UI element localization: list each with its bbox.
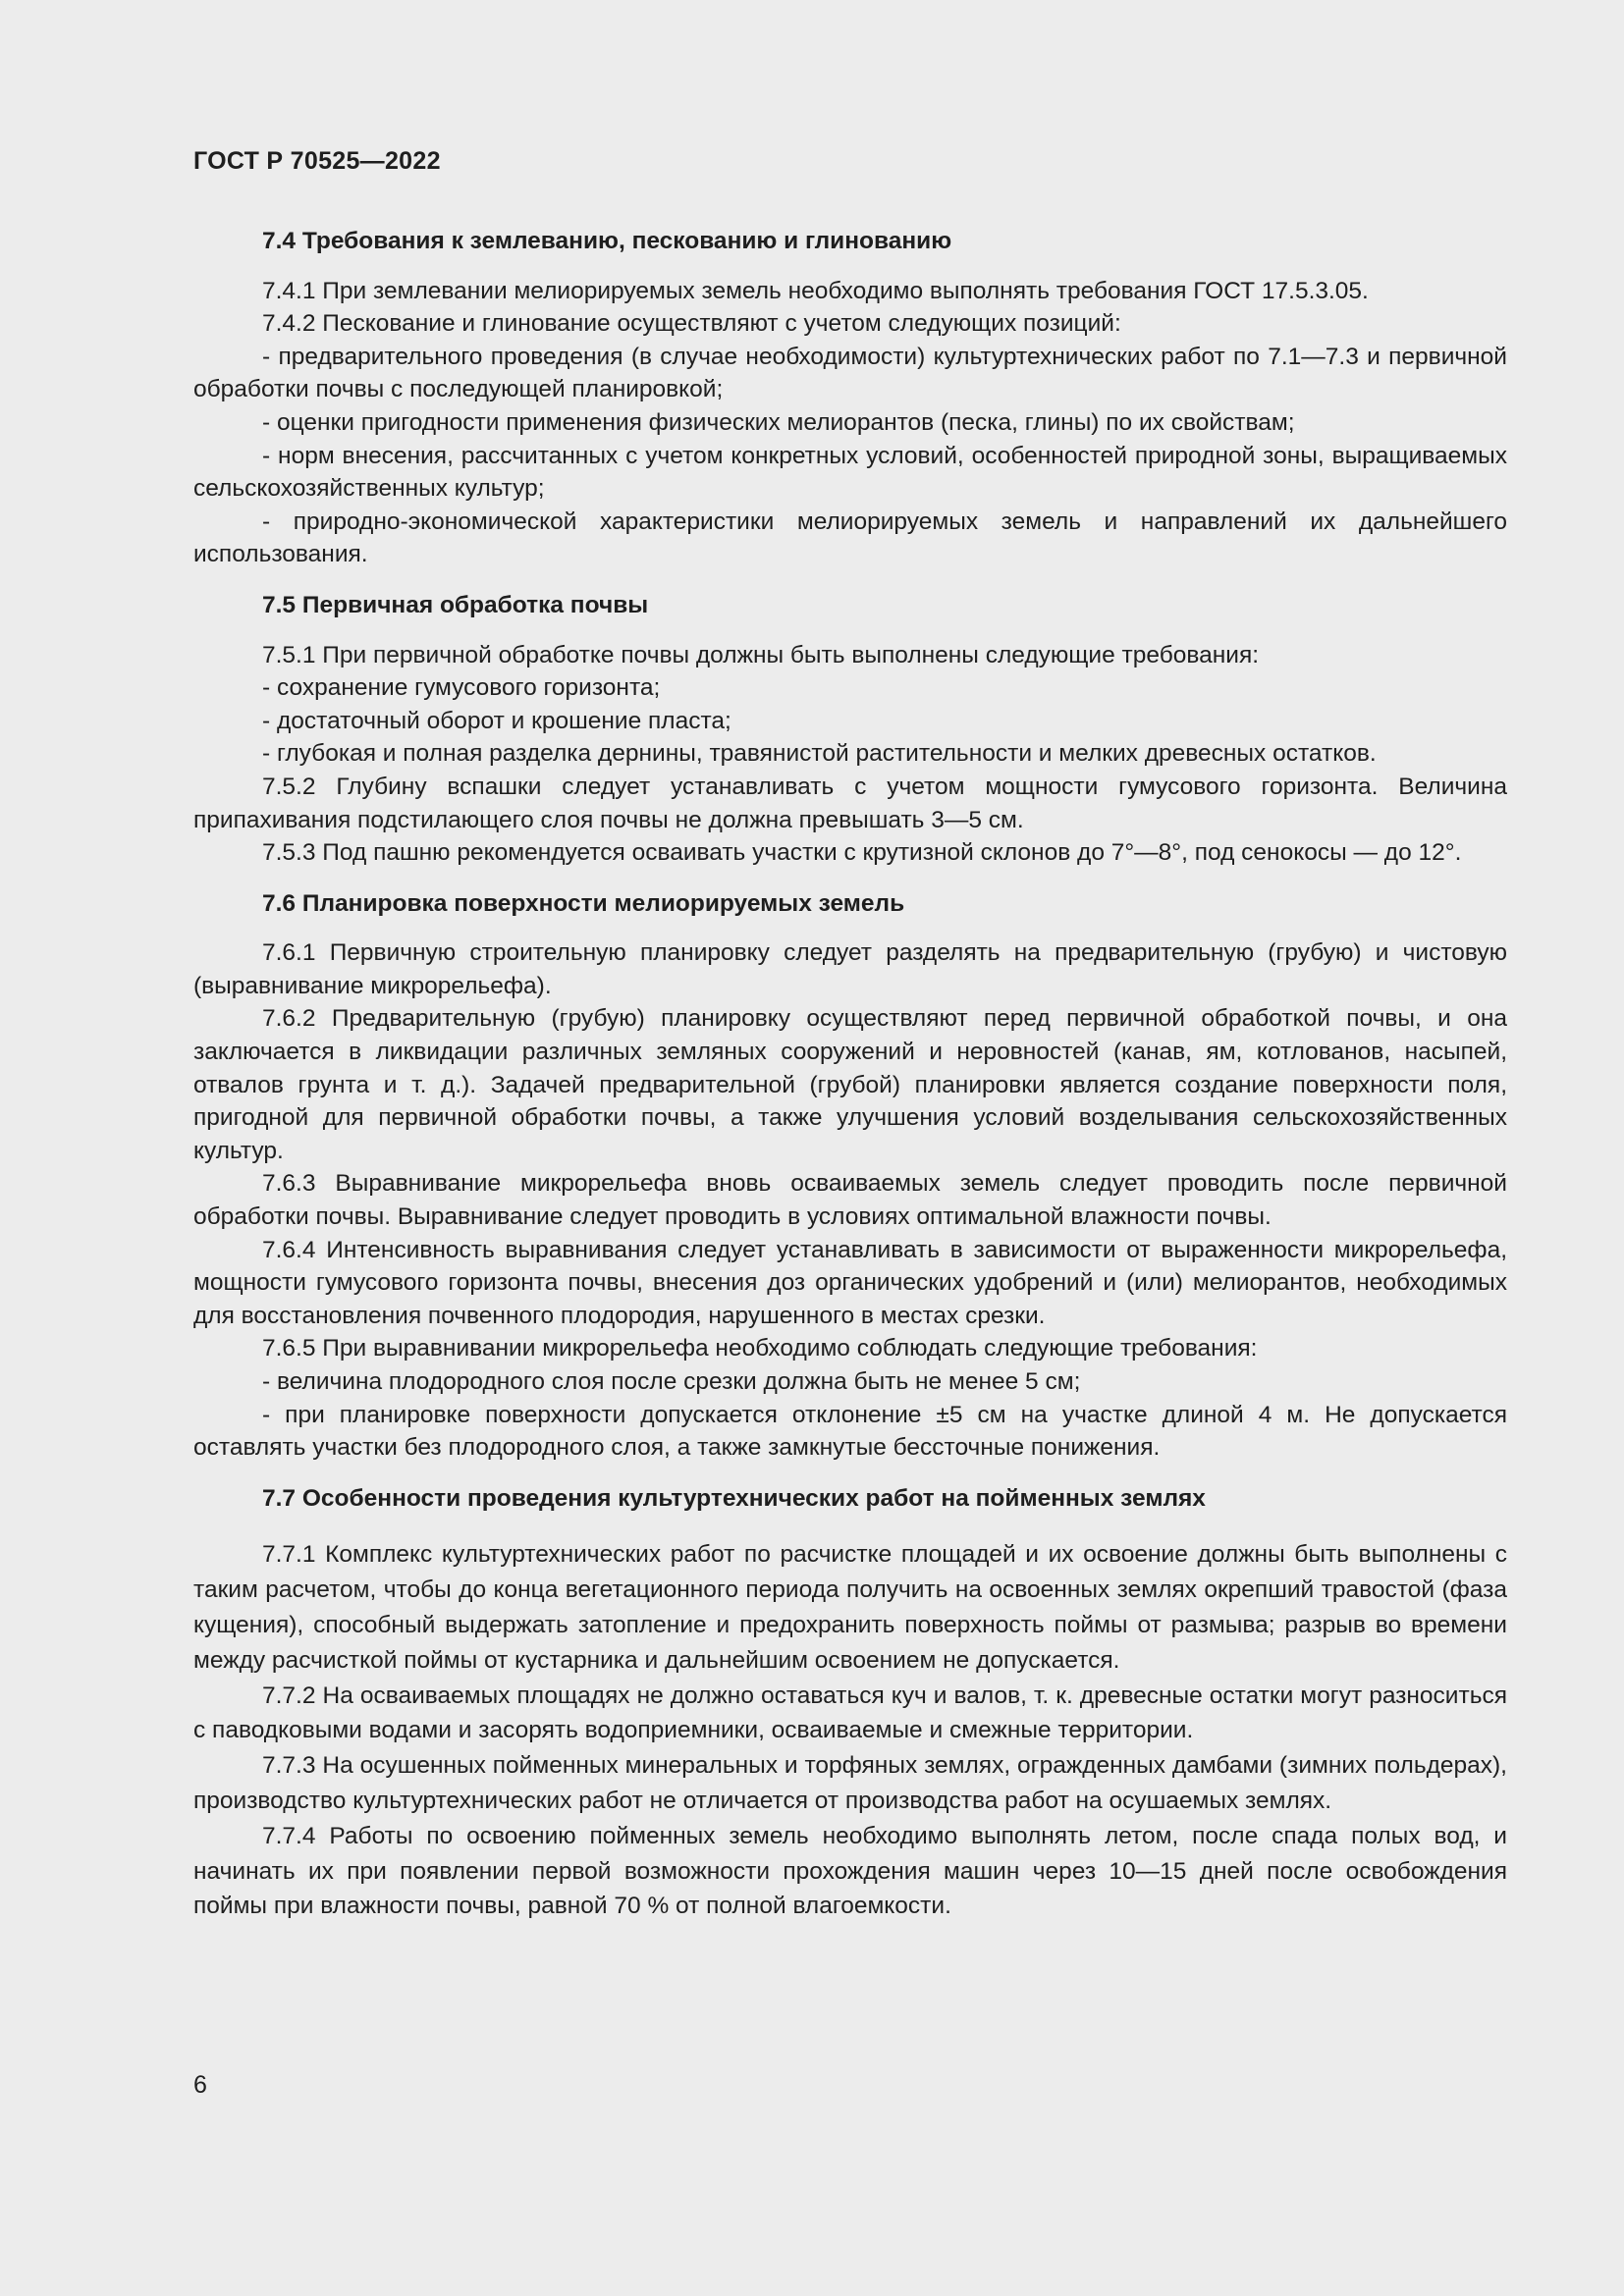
document-header: ГОСТ Р 70525—2022 [193,147,441,175]
list-item: - величина плодородного слоя после срезки должна быть не менее 5 см; [262,1368,1081,1395]
list-item: - при планировке поверхности допускается отклонение ±5 см на участке длиной 4 м. Не допускается оставлять участки без плодородного слоя, а также замкнутые бессточные понижения. [193,1401,1507,1462]
paragraph: 7.6.5 При выравнивании микрорельефа необходимо соблюдать следующие требования: [262,1335,1258,1362]
section-7-5 [193,589,1507,870]
paragraph: 7.5.2 Глубину вспашки следует устанавливать с учетом мощности гумусового горизонта. Величина припахивания подстилающего слоя почвы не должна превышать 3—5 см. [193,773,1507,833]
paragraph: 7.4.2 Пескование и глинование осуществляют с учетом следующих позиций: [262,310,1121,338]
section-title: 7.5 Первичная обработка почвы [262,591,649,618]
paragraph: 7.7.2 На осваиваемых площадях не должно оставаться куч и валов, т. к. древесные остатки могут разноситься с паводковыми водами и засорять водоприемники, осваиваемые и смежные территории. [193,1682,1507,1744]
section-title: 7.7 Особенности проведения культуртехнических работ на пойменных землях [262,1484,1206,1512]
list-item: - оценки пригодности применения физических мелиорантов (песка, глины) по их свойствам; [262,408,1295,436]
list-item: - природно-экономической характеристики мелиорируемых земель и направлений их дальнейшего использования. [193,507,1507,568]
page-number: 6 [193,2071,207,2099]
list-item: - предварительного проведения (в случае необходимости) культуртехнических работ по 7.1—7.3 и первичной обработки почвы с последующей планировкой; [193,343,1507,403]
paragraph: 7.6.4 Интенсивность выравнивания следует устанавливать в зависимости от выраженности микрорельефа, мощности гумусового горизонта почвы, внесения доз органических удобрений и (или) мелиорантов, необходимых для восстановления почвенного плодородия, нарушенного в местах срезки. [193,1236,1507,1329]
document-body [193,225,1507,1942]
section-7-4 [193,225,1507,571]
list-item: - достаточный оборот и крошение пласта; [262,707,731,734]
section-7-6 [193,887,1507,1465]
list-item: - глубокая и полная разделка дернины, травянистой растительности и мелких древесных остатков. [262,740,1377,768]
section-7-7 [193,1482,1507,1924]
paragraph: 7.6.2 Предварительную (грубую) планировку осуществляют перед первичной обработкой почвы, и она заключается в ликвидации различных земляных сооружений и неровностей (канав, ям, котлованов, насыпей, отвалов грунта и т. д.). Задачей предварительной (грубой) планировки является создание поверхности поля, пригодной для первичной обработки почвы, а также улучшения условий возделывания сельскохозяйственных культур. [193,1005,1507,1164]
section-title: 7.4 Требования к землеванию, пескованию и глинованию [262,228,952,254]
paragraph: 7.5.3 Под пашню рекомендуется осваивать участки с крутизной склонов до 7°—8°, под сенокосы — до 12°. [262,839,1462,867]
paragraph: 7.5.1 При первичной обработке почвы должны быть выполнены следующие требования: [262,641,1260,668]
paragraph: 7.4.1 При землевании мелиорируемых земель необходимо выполнять требования ГОСТ 17.5.3.05. [262,277,1369,304]
paragraph: 7.6.1 Первичную строительную планировку следует разделять на предварительную (грубую) и чистовую (выравнивание микрорельефа). [193,939,1507,999]
list-item: - сохранение гумусового горизонта; [262,674,661,702]
paragraph: 7.6.3 Выравнивание микрорельефа вновь осваиваемых земель следует проводить после первичной обработки почвы. Выравнивание следует проводить в условиях оптимальной влажности почвы. [193,1170,1507,1231]
section-title: 7.6 Планировка поверхности мелиорируемых земель [262,889,905,917]
paragraph: 7.7.4 Работы по освоению пойменных земель необходимо выполнять летом, после спада полых вод, и начинать их при появлении первой возможности прохождения машин через 10—15 дней после освобождения поймы при влажности почвы, равной 70 % от полной влагоемкости. [193,1822,1507,1920]
paragraph: 7.7.3 На осушенных пойменных минеральных и торфяных землях, огражденных дамбами (зимних польдерах), производство культуртехнических работ не отличается от производства работ на осушаемых землях. [193,1752,1507,1814]
paragraph: 7.7.1 Комплекс культуртехнических работ по расчистке площадей и их освоение должны быть выполнены с таким расчетом, чтобы до конца вегетационного периода получить на освоенных землях окрепший травостой (фаза кущения), способный выдержать затопление и предохранить поверхность поймы от размыва; разрыв во времени между расчисткой поймы от кустарника и дальнейшим освоением не допускается. [193,1541,1507,1674]
list-item: - норм внесения, рассчитанных с учетом конкретных условий, особенностей природной зоны, выращиваемых сельскохозяйственных культур; [193,442,1507,503]
